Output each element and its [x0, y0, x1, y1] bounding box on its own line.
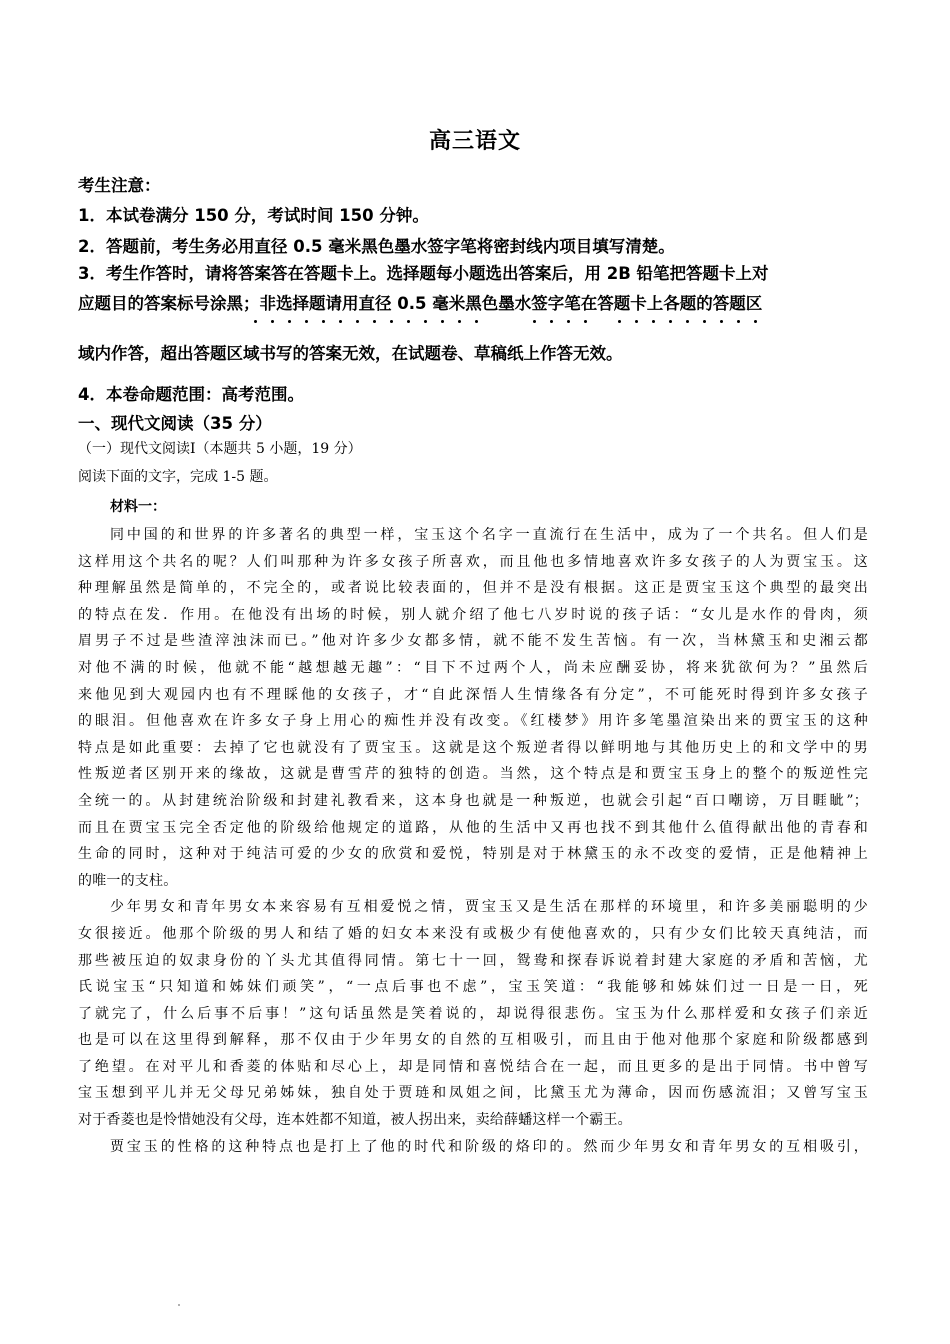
passage-line: 那些被压迫的奴隶身份的丫头尤其值得同情。第七十一回，鸳鸯和探春诉说着封建大家庭的矛盾和苦恼，尤 — [78, 952, 868, 969]
material-label: 材料一： — [110, 499, 166, 515]
page-title: 高三语文 — [428, 129, 521, 154]
notice-item-3-line-2: 应题目的答案标号涂黑；非选择题请用直径 0.5 毫米黑色墨水签字笔在答题卡上各题的答题区 — [78, 294, 763, 313]
passage-line: 的唯一的支柱。 — [78, 872, 178, 889]
notice-item-3-line-1: 3．考生作答时，请将答案答在答题卡上。选择题每小题选出答案后，用 2B 铅笔把答题卡上对 — [78, 264, 769, 283]
passage-line: 生命的同时，这种对于纯洁可爱的少女的欣赏和爱悦，特别是对于林黛玉的永不改变的爱情，正是他精神上 — [78, 846, 868, 863]
passage-line: 而且在贾宝玉完全否定他的阶级给他规定的道路，从他的生活中又再也找不到其他什么值得献出他的青春和 — [78, 819, 868, 836]
passage-line: 贾宝玉的性格的这种特点也是打上了他的时代和阶级的烙印的。然而少年男女和青年男女的互相吸引， — [110, 1138, 868, 1155]
passage-line: 对他不满的时候，他就不能“越想越无趣”：“目下不过两个人，尚未应酬妥协，将来犹欲何为？”虽然后 — [78, 659, 868, 676]
notice-item-3-line-3: 域内作答，超出答题区域书写的答案无效，在试题卷、草稿纸上作答无效。 — [78, 344, 623, 363]
emphasis-dots — [78, 320, 878, 334]
passage-line: 了绝望。在对平儿和香菱的体贴和尽心上，却是同情和喜悦结合在一起，而且更多的是出于同情。书中曾写 — [78, 1058, 868, 1075]
passage-line: 的特点在发．作用。在他没有出场的时候，别人就介绍了他七八岁时说的孩子话：“女儿是水作的骨肉，须 — [78, 606, 868, 623]
passage-line: 性叛逆者区别开来的缘故，这就是曹雪芹的独特的创造。当然，这个特点是和贾宝玉身上的整个的叛逆性完 — [78, 766, 868, 783]
passage-line: 少年男女和青年男女本来容易有互相爱悦之情，贾宝玉又是生活在那样的环境里，和许多美丽聪明的少 — [110, 899, 868, 916]
reading-instruction: 阅读下面的文字，完成 1-5 题。 — [78, 469, 278, 485]
passage-line: 了就完了，什么后事不后事！”这句话虽然是笑着说的，却说得很悲伤。宝玉为什么那样爱和女孩子们亲近 — [78, 1005, 868, 1022]
section-heading: 一、现代文阅读（35 分） — [78, 414, 272, 433]
passage-line: 也是可以在这里得到解释，那不仅由于少年男女的自然的互相吸引，而且由于他对他那个家庭和阶级都感到 — [78, 1032, 868, 1049]
notice-item-1: 1．本试卷满分 150 分，考试时间 150 分钟。 — [78, 206, 429, 225]
passage-line: 来他见到大观园内也有不理睬他的女孩子，才“自此深悟人生情缘各有分定”，不可能死时得到许多女孩子 — [78, 686, 868, 703]
subsection-heading: （一）现代文阅读Ⅰ（本题共 5 小题，19 分） — [78, 441, 362, 457]
passage-line: 宝玉想到平儿并无父母兄弟姊妹，独自处于贾琏和凤姐之间，比黛玉尤为薄命，因而伤感流泪；又曾写宝玉 — [78, 1085, 868, 1102]
passage-line: 种理解虽然是简单的，不完全的，或者说比较表面的，但并不是没有根据。这正是贾宝玉这个典型的最突出 — [78, 580, 868, 597]
notice-item-4: 4．本卷命题范围：高考范围。 — [78, 385, 304, 404]
passage-line: 女很接近。他那个阶级的男人和结了婚的妇女本来没有或极少有使他喜欢的，只有少女们比较天真纯洁，而 — [78, 925, 868, 942]
passage-line: 全统一的。从封建统治阶级和封建礼教看来，这本身也就是一种叛逆，也就会引起“百口嘲谤，万目睚眦”； — [78, 792, 868, 809]
passage-line: 眉男子不过是些渣滓浊沫而已。”他对许多少女都多情，就不能不发生苦恼。有一次，当林黛玉和史湘云都 — [78, 633, 868, 650]
notice-heading: 考生注意： — [78, 176, 161, 195]
footer-mark — [178, 1304, 180, 1306]
passage-line: 特点是如此重要：去掉了它也就没有了贾宝玉。这就是这个叛逆者得以鲜明地与其他历史上的和文学中的男 — [78, 739, 868, 756]
passage-text — [78, 522, 868, 1160]
passage-line: 这样用这个共名的呢？人们叫那种为许多女孩子所喜欢，而且他也多情地喜欢许多女孩子的人为贾宝玉。这 — [78, 553, 868, 570]
notice-item-2: 2．答题前，考生务必用直径 0.5 毫米黑色墨水签字笔将密封线内项目填写清楚。 — [78, 237, 675, 256]
passage-line: 的眼泪。但他喜欢在许多女子身上用心的痴性并没有改变。《红楼梦》用许多笔墨渲染出来的贾宝玉的这种 — [78, 713, 868, 730]
passage-line: 同中国的和世界的许多著名的典型一样，宝玉这个名字一直流行在生活中，成为了一个共名。但人们是 — [110, 527, 868, 543]
passage-line: 氏说宝玉“只知道和姊妹们顽笑”，“一点后事也不虑”，宝玉笑道：“我能够和姊妹们过一日是一日，死 — [78, 979, 868, 996]
passage-line: 对于香菱也是怜惜她没有父母，连本姓都不知道，被人拐出来，卖给薛蟠这样一个霸王。 — [78, 1112, 632, 1129]
